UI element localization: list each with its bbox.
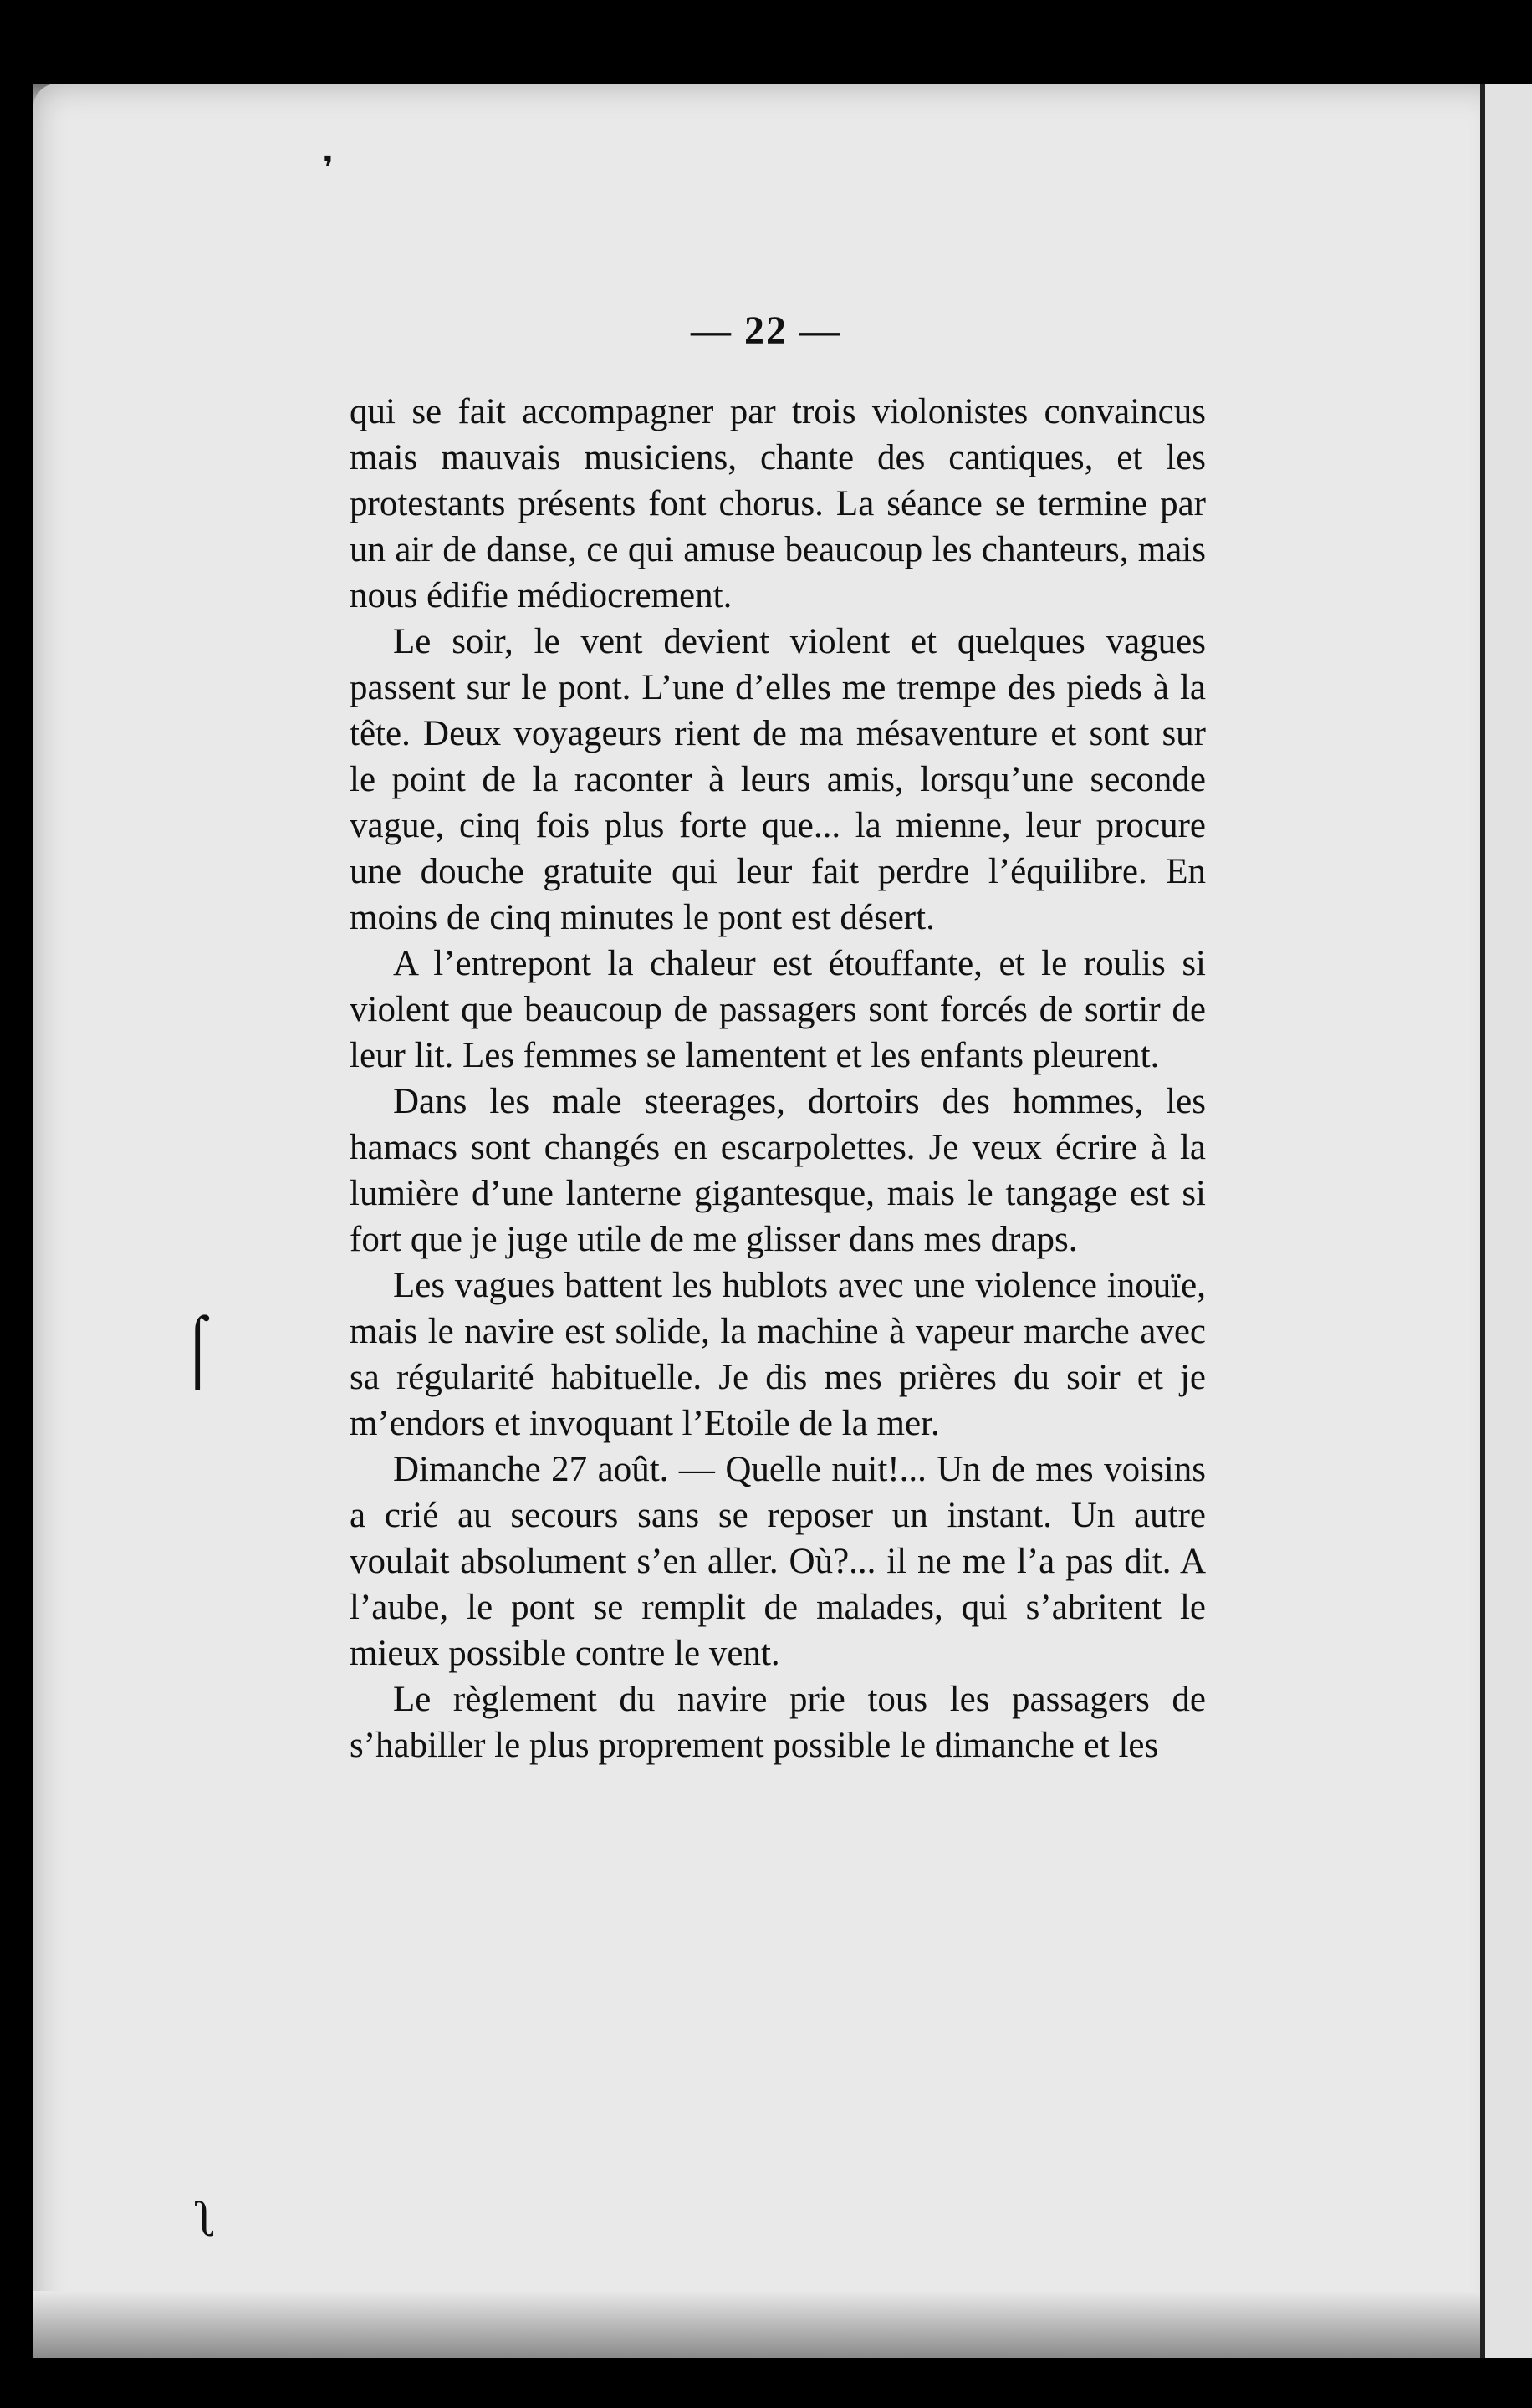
paragraph-1: qui se fait accompagner par trois violonistes convaincus mais mauvais musiciens, chante des cantiques, et les protestants présents font chorus. La séance se termine par un air de danse, ce qui amuse beaucoup les chanteurs, mais nous édifie médiocrement. (350, 392, 1206, 615)
margin-bracket-mark: ⌠ (177, 1312, 218, 1385)
paragraph-2: Le soir, le vent devient violent et quelques vagues passent sur le pont. L’une d’elles me trempe des pieds à la tête. Deux voyageurs rient de ma mésaventure et sont sur le point de la raconter à leurs amis, lorsqu’une seconde vague, cinq fois plus forte que... la mienne, leur procure une douche gratuite qui leur fait perdre l’équilibre. En moins de cinq minutes le pont est désert. (350, 622, 1206, 937)
paragraph-3: A l’entrepont la chaleur est étouffante, et le roulis si violent que beaucoup de passagers sont forcés de sortir de leur lit. Les femmes se lamentent et les enfants pleurent. (350, 944, 1206, 1075)
ink-speck: ❜ (323, 150, 334, 187)
body-text (350, 389, 1206, 1768)
next-page-edge (1480, 84, 1532, 2358)
page-bottom-shadow (33, 2291, 1505, 2358)
margin-tick-mark: ʅ (196, 2191, 218, 2247)
paragraph-7: Le règlement du navire prie tous les passagers de s’habiller le plus proprement possible le dimanche et les (350, 1680, 1206, 1765)
paragraph-6: Dimanche 27 août. — Quelle nuit!... Un de mes voisins a crié au secours sans se reposer un instant. Un autre voulait absolument s’en aller. Où?... il ne me l’a pas dit. A l’aube, le pont se remplit de malades, qui s’abritent le mieux possible contre le vent. (350, 1450, 1206, 1673)
paragraph-5: Les vagues battent les hublots avec une violence inouïe, mais le navire est solide, la machine à vapeur marche avec sa régularité habituelle. Je dis mes prières du soir et je m’endors et invoquant l’Etoile de la mer. (350, 1266, 1206, 1443)
page-number: — 22 — (691, 309, 841, 353)
paragraph-4: Dans les male steerages, dortoirs des hommes, les hamacs sont changés en escarpolettes. Je veux écrire à la lumière d’une lanterne gigantesque, mais le tangage est si fort que je juge utile de me glisser dans mes draps. (350, 1082, 1206, 1259)
